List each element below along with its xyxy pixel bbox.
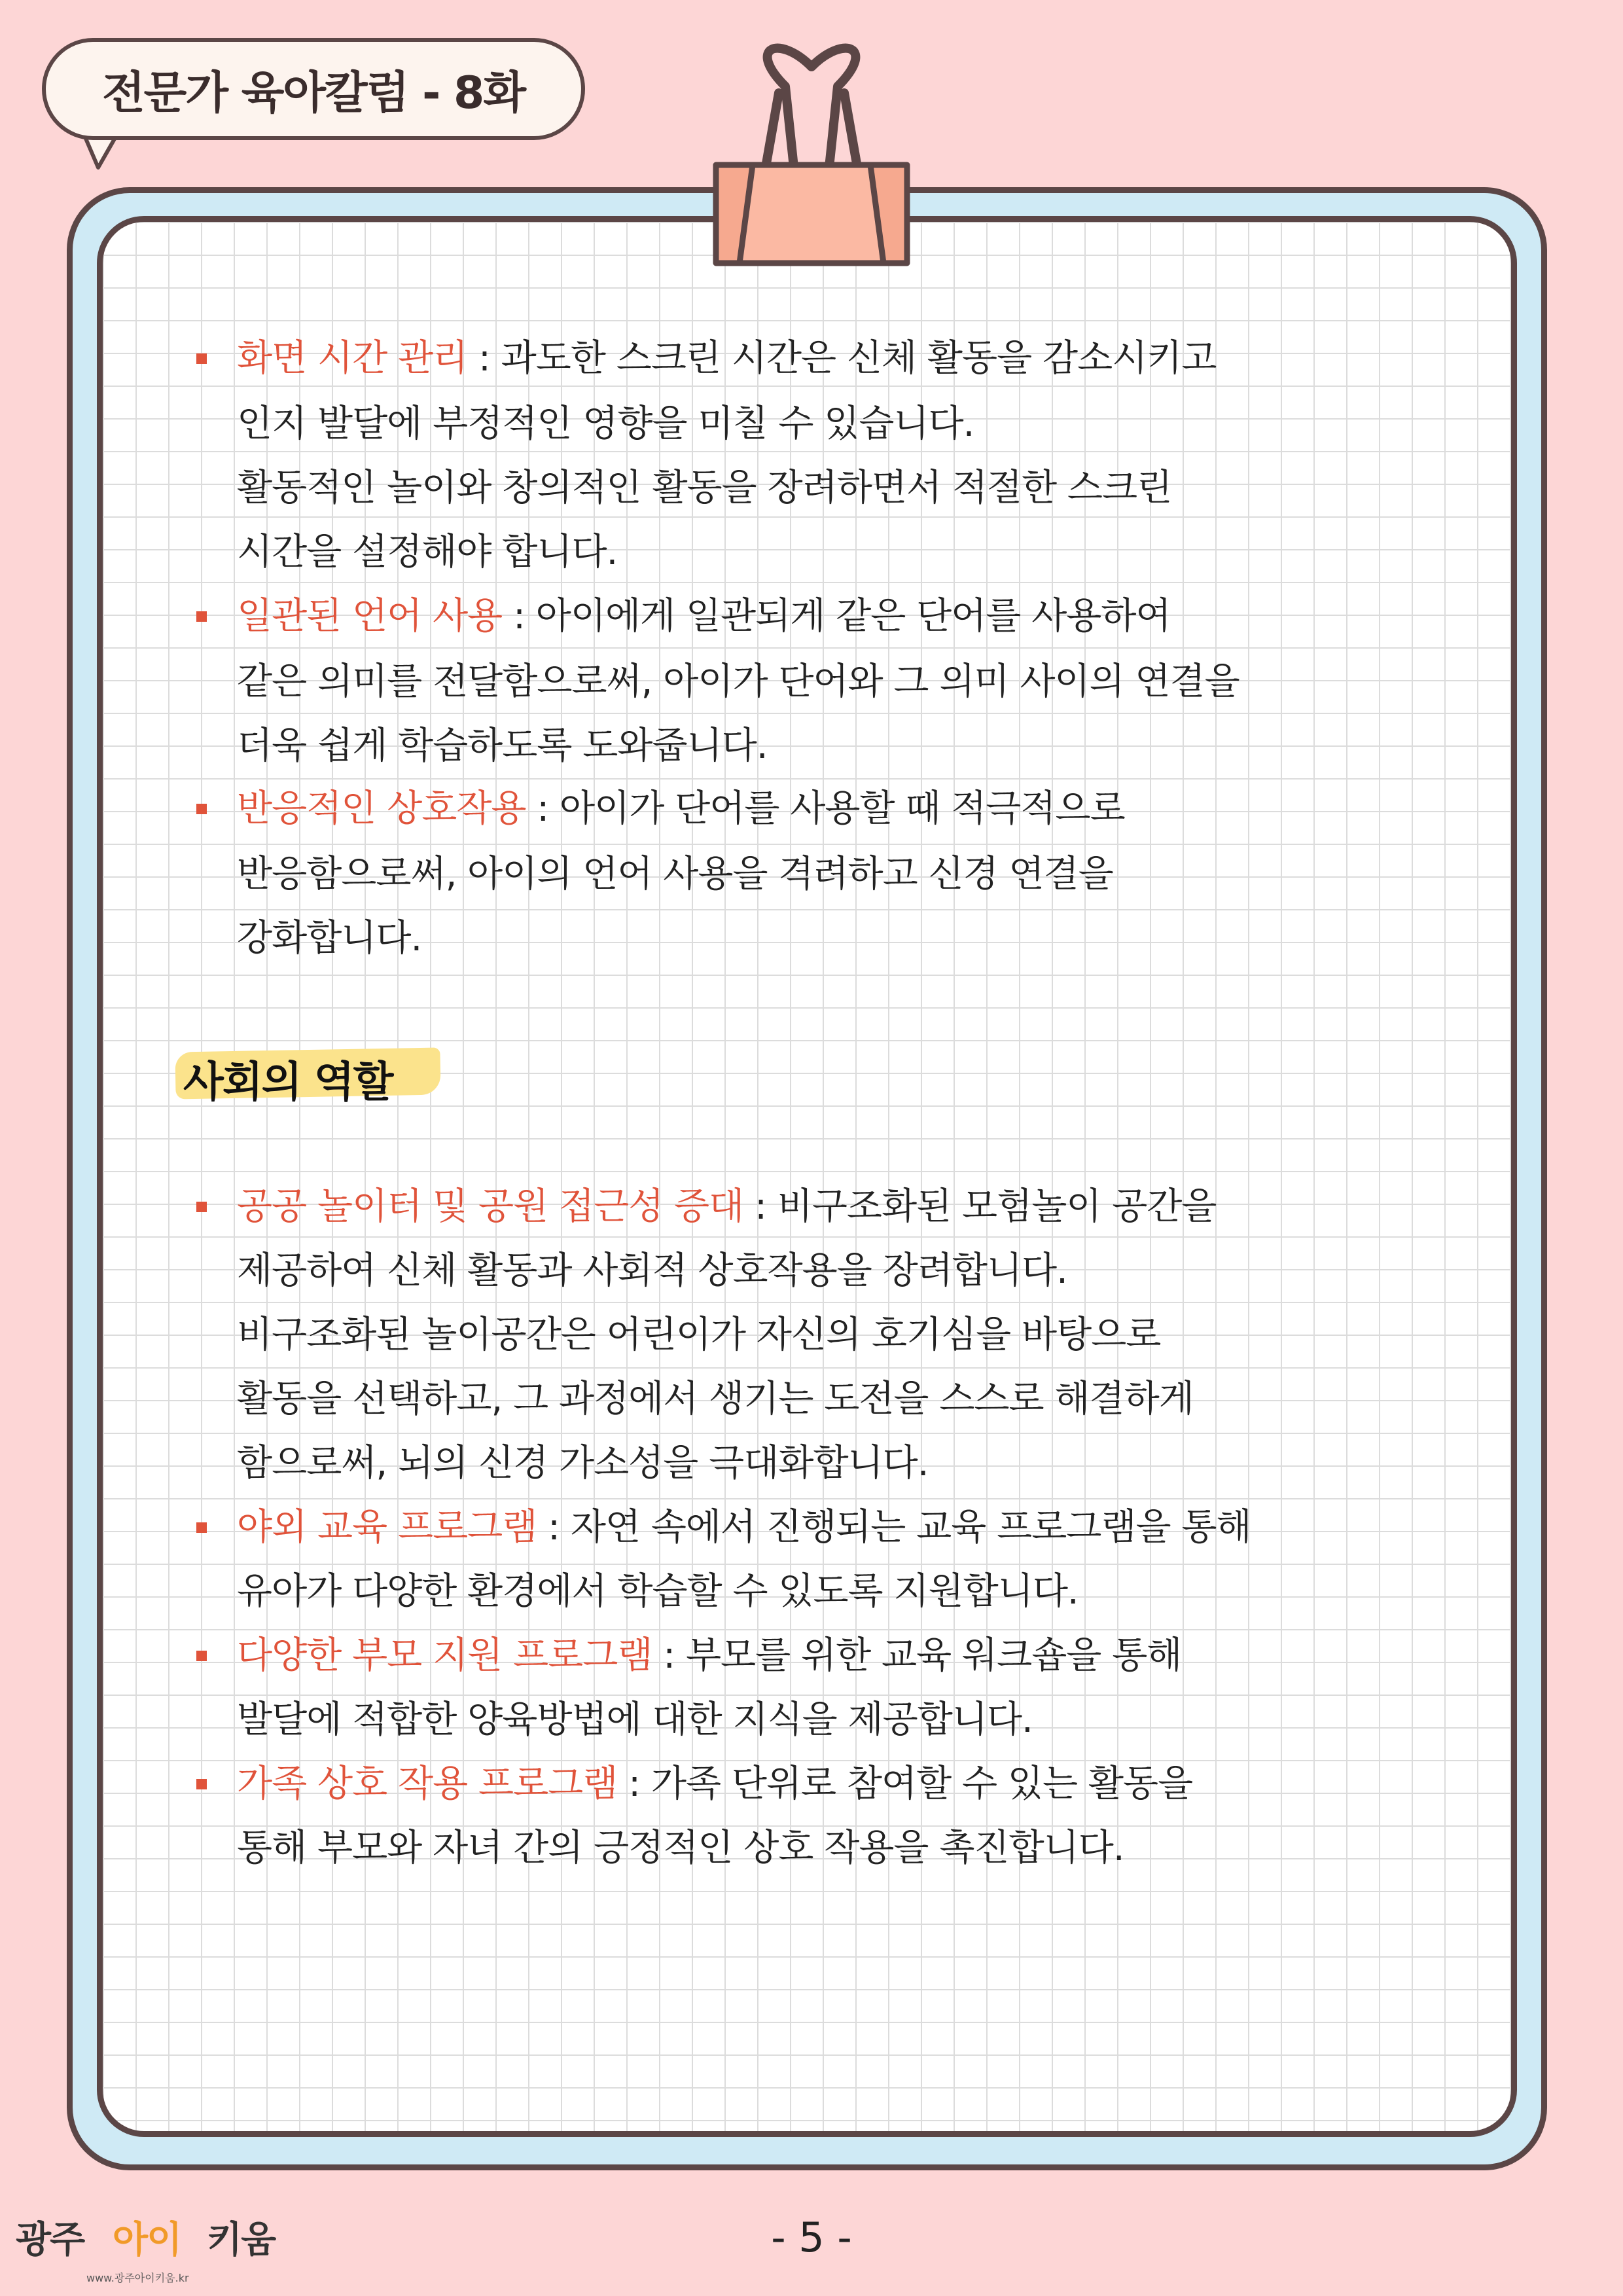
list-item-term: 야외 교육 프로그램 <box>237 1506 537 1549</box>
column-tag-text: 전문가 육아칼럼 - 8화 <box>101 67 526 119</box>
list-item-text: : 비구조화된 모험놀이 공간을 <box>743 1185 1217 1228</box>
list-item-line: 활동적인 놀이와 창의적인 활동을 장려하면서 적절한 스크린 <box>237 467 1172 509</box>
list-item-text: : 과도한 스크린 시간은 신체 활동을 감소시키고 <box>467 337 1217 380</box>
list-item-text: : 아이에게 일관되게 같은 단어를 사용하여 <box>502 595 1171 637</box>
list-item-line: 발달에 적합한 양육방법에 대한 지식을 제공합니다. <box>237 1698 1033 1741</box>
list-item-line: 비구조화된 놀이공간은 어린이가 자신의 호기심을 바탕으로 <box>237 1314 1161 1356</box>
list-item-text: : 아이가 단어를 사용할 때 적극적으로 <box>526 787 1125 830</box>
list-item-line: 제공하여 신체 활동과 사회적 상호작용을 장려합니다. <box>237 1249 1067 1292</box>
list-item-line: 함으로써, 뇌의 신경 가소성을 극대화합니다. <box>237 1442 929 1484</box>
logo <box>16 2172 277 2289</box>
bullet-icon <box>196 1779 207 1789</box>
list-item-first-line <box>237 1506 1251 1549</box>
list-item-term: 화면 시간 관리 <box>237 337 468 380</box>
bullet-icon <box>196 1202 207 1212</box>
list-item-first-line <box>237 787 1125 830</box>
bullet-icon <box>196 1522 207 1533</box>
list-item-line: 활동을 선택하고, 그 과정에서 생기는 도전을 스스로 해결하게 <box>237 1378 1194 1420</box>
bullet-icon <box>196 804 207 814</box>
list-item-first-line <box>237 1185 1217 1228</box>
list-item-first-line <box>237 337 1217 380</box>
list-item-first-line <box>237 595 1171 637</box>
section-heading-text: 사회의 역할 <box>183 1058 393 1107</box>
bullet-icon <box>196 353 207 364</box>
bullet-icon <box>196 611 207 622</box>
list-item-line: 인지 발달에 부정적인 영향을 미칠 수 있습니다. <box>237 403 974 445</box>
list-item-text: : 자연 속에서 진행되는 교육 프로그램을 통해 <box>537 1506 1251 1549</box>
list-item-term: 공공 놀이터 및 공원 접근성 증대 <box>237 1185 744 1228</box>
list-item-line: 같은 의미를 전달함으로써, 아이가 단어와 그 의미 사이의 연결을 <box>237 660 1240 703</box>
logo-text-gwangju: 광주 <box>16 2219 84 2261</box>
logo-text-ai: 아이 <box>113 2219 181 2261</box>
bullet-icon <box>196 1651 207 1661</box>
list-item-line: 시간을 설정해야 합니다. <box>237 531 618 573</box>
page-number: - 5 - <box>771 2214 852 2261</box>
list-item-term: 다양한 부모 지원 프로그램 <box>237 1634 652 1677</box>
list-item-line: 유아가 다양한 환경에서 학습할 수 있도록 지원합니다. <box>237 1570 1079 1613</box>
list-item-line: 통해 부모와 자녀 간의 긍정적인 상호 작용을 촉진합니다. <box>237 1827 1124 1869</box>
list-item-line: 더욱 쉽게 학습하도록 도와줍니다. <box>237 725 768 767</box>
list-item-term: 일관된 언어 사용 <box>237 595 503 637</box>
list-item-first-line <box>237 1634 1182 1677</box>
list-item-text: : 부모를 위한 교육 워크숍을 통해 <box>652 1634 1182 1677</box>
logo-text-kium: 키움 <box>207 2219 276 2261</box>
list-item-line: 반응함으로써, 아이의 언어 사용을 격려하고 신경 연결을 <box>237 853 1113 895</box>
list-item-first-line <box>237 1763 1193 1805</box>
list-item-line: 강화합니다. <box>237 917 422 960</box>
list-item-term: 반응적인 상호작용 <box>237 787 526 830</box>
list-item-text: : 가족 단위로 참여할 수 있는 활동을 <box>617 1763 1193 1805</box>
logo-url: www.광주아이키움.kr <box>86 2272 189 2284</box>
list-item-term: 가족 상호 작용 프로그램 <box>237 1763 618 1805</box>
section-heading <box>175 1041 444 1107</box>
